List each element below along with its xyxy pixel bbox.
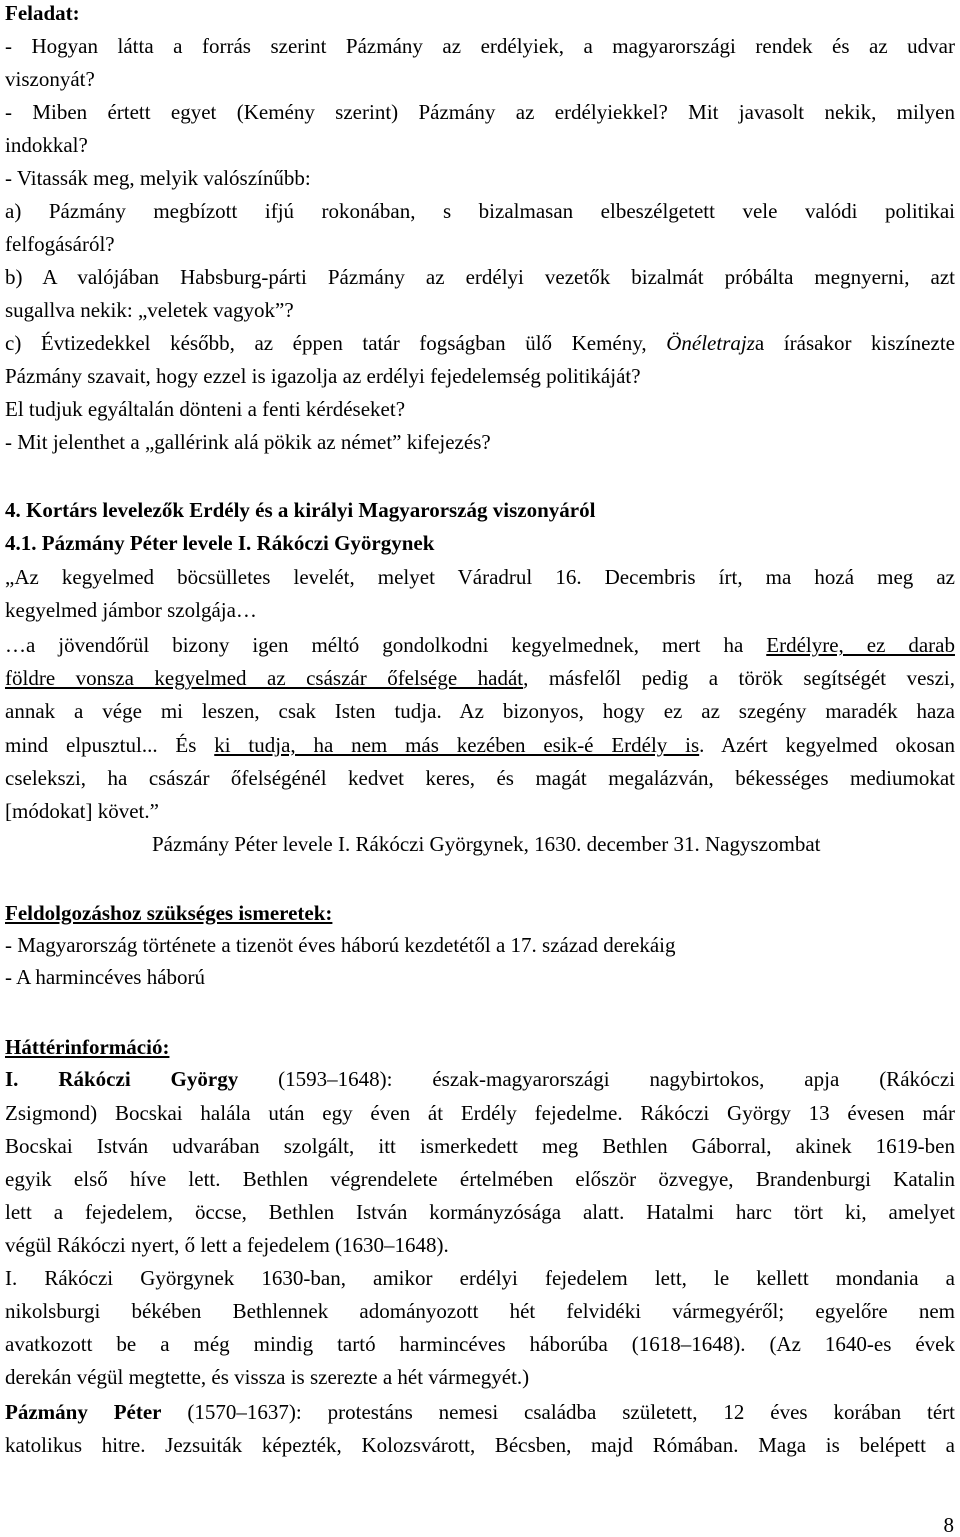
section-heading: 4. Kortárs levelezők Erdély és a királyi Magyarország viszonyáról <box>5 498 596 522</box>
knowledge-item-2: - A harmincéves háború <box>5 965 206 989</box>
background-p2-line-4: derekán végül megtette, és vissza is szerezte a hét vármegyét.) <box>5 1365 530 1389</box>
background-person-pazmany: Pázmány Péter <box>5 1400 162 1424</box>
section-subheading: 4.1. Pázmány Péter levele I. Rákóczi Györgynek <box>5 531 435 555</box>
letter-line-1: „Az kegyelmed böcsülletes levelét, melyet Váradrul 16. Decembris írt, ma hozá meg az <box>5 565 955 589</box>
background-person-rakoczi: I. Rákóczi György <box>5 1067 239 1091</box>
letter-line-7: cselekszi, ha császár őfelségénél kedvet keres, és magát megalázván, békességes mediumokat <box>5 766 955 790</box>
letter-line-2: kegyelmed jámbor szolgája… <box>5 598 257 622</box>
background-p1-line-2: Zsigmond) Bocskai halála után egy éven át Erdély fejedelme. Rákóczi György 13 évesen már <box>5 1101 955 1125</box>
knowledge-item-1: - Magyarország története a tizenöt éves háború kezdetétől a 17. század derekáig <box>5 933 676 957</box>
letter-line-6-text-end: . Azért kegyelmed okosan <box>699 733 955 757</box>
background-p1-line-3: Bocskai István udvarában szolgált, itt ismerkedett meg Bethlen Gáborral, akinek 1619-ben <box>5 1134 955 1158</box>
background-p2-line-2: nikolsburgi békében Bethlennek adományozott hét felvidéki vármegyéről; egyelőre nem <box>5 1299 955 1323</box>
task-question-3: - Vitassák meg, melyik valószínűbb: <box>5 166 311 190</box>
letter-line-5: annak a vége mi leszen, csak Isten tudja. Az bizonyos, hogy ez az szegény maradék haza <box>5 699 955 723</box>
letter-line-4-text: , másfelől pedig a török segítségét veszi, <box>523 666 955 690</box>
background-p1-line-1 <box>5 1063 955 1096</box>
task-option-c-cont: Pázmány szavait, hogy ezzel is igazolja az erdélyi fejedelemség politikáját? <box>5 364 641 388</box>
letter-line-3-text: …a jövendőrül bizony igen méltó gondolkodni kegyelmednek, mert ha <box>5 633 767 657</box>
task-question-1-cont: viszonyát? <box>5 67 95 91</box>
background-p3-line-2: katolikus hitre. Jezsuiták képezték, Kolozsvárott, Bécsben, majd Rómában. Maga is belépett a <box>5 1433 955 1457</box>
background-p2-line-1: I. Rákóczi Györgynek 1630-ban, amikor erdélyi fejedelem lett, le kellett mondania a <box>5 1266 955 1290</box>
task-heading: Feladat: <box>5 1 80 25</box>
task-option-b: b) A valójában Habsburg-párti Pázmány az erdélyi vezetők bizalmát próbálta megnyerni, azt <box>5 265 955 289</box>
task-question-2-cont: indokkal? <box>5 133 88 157</box>
background-p1-line-5: lett a fejedelem, öccse, Bethlen István kormányzósága alatt. Hatalmi harc tört ki, amelyet <box>5 1200 955 1224</box>
task-question-5: - Mit jelenthet a „gallérink alá pökik az német” kifejezés? <box>5 430 491 454</box>
task-option-b-cont: sugallva nekik: „veletek vagyok”? <box>5 298 294 322</box>
task-option-c-text-end: a írásakor kiszínezte <box>754 331 955 355</box>
letter-underlined-phrase-2: ki tudja, ha nem más kezében esik-é Erdély is <box>214 733 700 757</box>
task-option-c-text: c) Évtizedekkel később, az éppen tatár fogságban ülő Kemény, <box>5 331 667 355</box>
background-heading: Háttérinformáció: <box>5 1035 170 1059</box>
letter-underlined-phrase-1: Erdélyre, ez darab <box>766 633 955 657</box>
letter-line-6 <box>5 729 955 762</box>
knowledge-heading: Feldolgozáshoz szükséges ismeretek: <box>5 901 333 925</box>
background-p2-line-3: avatkozott be a még mindig tartó harmincéves háborúba (1618–1648). (Az 1640-es évek <box>5 1332 955 1356</box>
task-question-1: - Hogyan látta a forrás szerint Pázmány az erdélyiek, a magyarországi rendek és az udvar <box>5 34 955 58</box>
task-question-4: El tudjuk egyáltalán dönteni a fenti kérdéseket? <box>5 397 406 421</box>
letter-signature: Pázmány Péter levele I. Rákóczi Györgynek, 1630. december 31. Nagyszombat <box>152 832 821 856</box>
background-p3-line-1 <box>5 1396 955 1429</box>
letter-line-3 <box>5 629 955 662</box>
letter-line-6-text: mind elpusztul... És <box>5 733 215 757</box>
page-number: 8 <box>943 1513 954 1537</box>
task-option-a-cont: felfogásáról? <box>5 232 115 256</box>
letter-line-8: [módokat] követ.” <box>5 799 159 823</box>
background-p1-line-4: egyik első híve lett. Bethlen végrendelete értelmében először özvegye, Brandenburgi Katalin <box>5 1167 955 1191</box>
background-p1-line-1-text: (1593–1648): észak-magyarországi nagybirtokos, apja (Rákóczi <box>238 1067 955 1091</box>
letter-underlined-phrase-1-cont: földre vonsza kegyelmed az császár őfelsége hadát <box>5 666 524 690</box>
task-option-a: a) Pázmány megbízott ifjú rokonában, s bizalmasan elbeszélgetett vele valódi politikai <box>5 199 955 223</box>
task-option-c <box>5 327 955 360</box>
task-question-2: - Miben értett egyet (Kemény szerint) Pázmány az erdélyiekkel? Mit javasolt nekik, milyen <box>5 100 955 124</box>
background-p3-line-1-text: (1570–1637): protestáns nemesi családba született, 12 éves korában tért <box>161 1400 955 1424</box>
task-option-c-title: Önéletrajz <box>666 331 755 355</box>
background-p1-line-6: végül Rákóczi nyert, ő lett a fejedelem (1630–1648). <box>5 1233 449 1257</box>
letter-line-4 <box>5 662 955 695</box>
